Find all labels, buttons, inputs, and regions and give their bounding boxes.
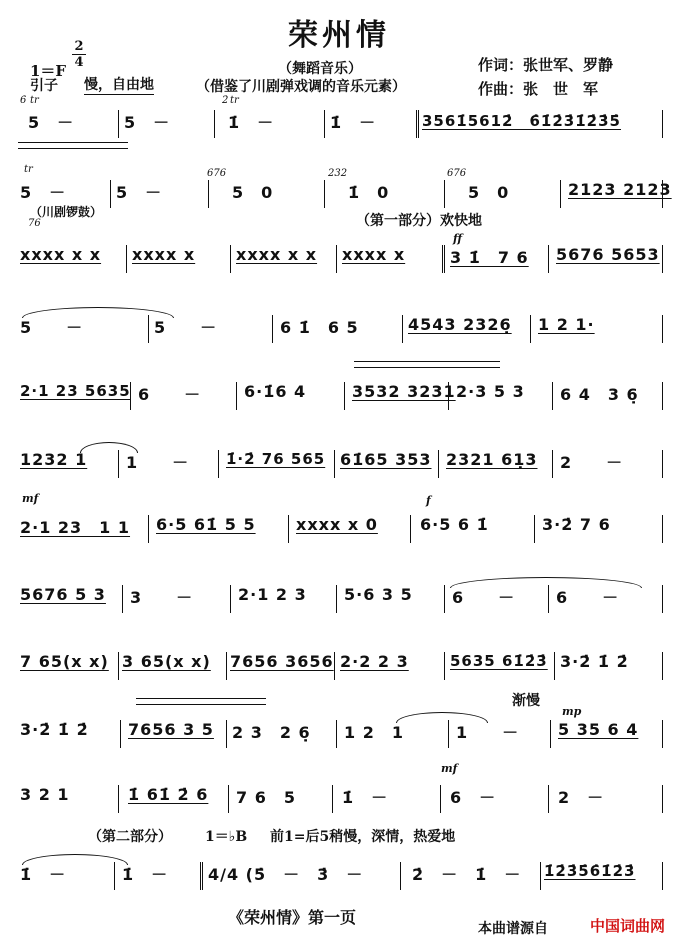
barline [336,585,337,613]
dynamic-ff: ff [453,232,463,245]
gongs-label: （川剧锣鼓） [30,205,103,219]
intro-note: （借鉴了川剧弹戏调的音乐元素） [196,79,406,95]
barline [662,382,663,410]
measure: 2·3 5 3 [456,382,525,401]
barline [444,585,445,613]
measure: 6 4 3 6̣ [560,385,639,404]
intro-label: 引子 [30,78,58,94]
barline [226,720,227,748]
barline [442,245,447,273]
grace-note-2: 2̇ [222,95,229,106]
barline [662,515,663,543]
barline [554,652,555,680]
grace-note-3: 676 [207,168,227,179]
measure: 2 － [558,788,605,807]
barline [228,785,229,813]
measure: xxxx x x [236,245,318,264]
key-signature: 1＝F [30,62,67,80]
barline [662,245,663,273]
barline [440,785,441,813]
measure: 1 2 1 [344,723,404,742]
source-note: 本曲谱源自 [478,921,548,937]
dynamic-mp: mp [562,705,582,718]
barline [236,382,237,410]
barline [110,180,111,208]
hairpin [18,142,128,149]
dynamic-mf: mf [22,492,39,505]
measure: 1̇ － [20,865,67,884]
measure: 1̇ 0 [348,183,390,202]
barline [336,720,337,748]
measure: 6 － [452,588,516,607]
barline [662,180,663,208]
meter-top: 2 [74,39,84,54]
part1-label: （第一部分）欢快地 [356,213,482,229]
measure: 2·2 2 3 [340,652,409,671]
trill-mark-1: tr [30,95,39,106]
composer-credit: 作曲：张 世 军 [478,80,599,98]
measure: 2123 2123 [568,180,672,199]
measure: 3·2̇ 1̇ 2̇ [20,720,89,739]
barline [400,862,401,890]
measure: 1̇ － [228,113,275,132]
barline [448,720,449,748]
barline [662,450,663,478]
measure: 2̇ － 1̇ － [412,865,522,884]
barline [552,382,553,410]
barline [550,720,551,748]
part2-key: 1＝♭B [205,829,248,845]
rit-label: 渐慢 [512,693,540,709]
measure: 6·1̇6 4 [244,382,307,401]
score-row-6 [18,450,666,484]
barline [118,652,119,680]
barline [560,180,561,208]
score-row-12 [18,862,666,896]
score-row-1 [18,110,666,144]
measure: 3·2̇ 1̇ 2̇ [560,652,629,671]
measure: 1̇2̇3̇5̇6̇1̇2̇3̇ [544,862,636,880]
grace-note-6: 76 [28,218,41,229]
barline [334,450,335,478]
measure: 5 － [28,113,75,132]
measure: 6 1̇ 6 5 [280,318,359,337]
measure: 7656 3 5 [128,720,214,739]
measure: 6·5 6 1̇ [420,515,489,534]
measure: 4/4 (5̇ － 3̇ － [208,865,364,884]
barline [416,110,421,138]
lyricist-credit: 作词：张世军、罗静 [478,56,614,74]
measure: 3561̇5612̇ 6̇1̇2̇3̇1̇2̇3̇5̇ [422,112,621,130]
trill-mark-3: tr [24,164,33,175]
measure: 5 － [154,318,218,337]
measure: 1 － [126,453,190,472]
score-row-7 [18,515,666,549]
measure: 61̇65 353 [340,450,432,469]
measure: 3·2̇ 7 6 [542,515,611,534]
part2-label: （第二部分） [88,829,172,845]
barline [662,315,663,343]
barline [444,652,445,680]
barline [130,382,131,410]
barline [126,245,127,273]
measure: 5 0 [232,183,274,202]
measure: 5635 61̇2̇3̇ [450,652,548,670]
barline [548,585,549,613]
measure: 5 － [20,318,84,337]
measure: 3 1̇ 7 6 [450,248,529,267]
score-row-4 [18,315,666,349]
measure: xxxx x x [20,245,102,264]
measure: 7656 3656 [230,652,334,671]
barline [120,720,121,748]
measure: 2·1 23 1 1 [20,518,131,537]
measure: 5 － [20,183,67,202]
measure: 3 － [130,588,194,607]
measure: 7 6 5 [236,788,296,807]
score-row-3 [18,245,666,279]
score-row-2 [18,180,672,214]
barline [662,862,663,890]
barline [438,450,439,478]
page-footer: 《荣州情》第一页 [228,908,357,927]
part2-tempo: 前1=后5稍慢，深情，热爱地 [270,829,456,845]
barline [444,180,445,208]
measure: 2·1 2 3 [238,585,307,604]
score-row-8 [18,585,666,619]
measure: 5 0 [468,183,510,202]
score-row-5 [18,382,666,416]
barline [334,652,335,680]
barline [662,585,663,613]
trill-mark-2: tr [230,95,239,106]
measure: 1232 1 [20,450,88,469]
grace-note-4: 232 [328,168,348,179]
barline [114,862,115,890]
time-signature [72,40,86,69]
score-row-9 [18,652,666,686]
measure: 1̇ － [342,788,389,807]
barline [226,652,227,680]
measure: 5676 5653 [556,245,660,264]
measure: 6 － [138,385,202,404]
barline [662,652,663,680]
measure: 5·6 3 5 [344,585,413,604]
source-site-link[interactable]: 中国词曲网 [590,917,666,935]
barline [148,515,149,543]
measure: 5676 5 3 [20,585,106,604]
barline [662,720,663,748]
barline [208,180,209,208]
barline [118,450,119,478]
measure: 3532 3231 [352,382,456,401]
barline [324,180,325,208]
meter-bottom: 4 [74,55,84,70]
measure: 1̇ 61̇ 2̇ 6 [128,785,209,804]
intro-tempo: 慢，自由地 [84,74,154,95]
measure: 5 － [116,183,163,202]
measure: 2 － [560,453,624,472]
measure: xxxx x [132,245,196,264]
measure: 3 2 1 [20,785,70,804]
dynamic-mf-2: mf [441,762,458,775]
measure: 6·5 61̇ 5 5 [156,515,256,534]
measure: 2·1 23 5635 [20,382,131,400]
measure: xxxx x [342,245,406,264]
barline [530,315,531,343]
measure: 1 － [456,723,520,742]
measure: 5 35 6 4 [558,720,639,739]
measure: 4543 2326̣ [408,315,512,334]
barline [118,785,119,813]
barline [336,245,337,273]
barline [662,785,663,813]
barline [332,785,333,813]
barline [534,515,535,543]
measure: 6 － [450,788,497,807]
measure: 1̇ － [330,113,377,132]
barline [118,110,119,138]
barline [148,315,149,343]
hairpin [354,361,500,368]
barline [552,450,553,478]
barline [324,110,325,138]
barline [548,245,549,273]
barline [402,315,403,343]
score-row-11 [18,785,666,819]
score-row-10 [18,720,666,754]
barline [122,585,123,613]
barline [288,515,289,543]
measure: 1̇ － [122,865,169,884]
measure: xxxx x 0 [296,515,378,534]
barline [230,585,231,613]
measure: 7 65(x x) [20,652,109,671]
measure: 1 2 1· [538,315,595,334]
barline [344,382,345,410]
grace-note-1: 6̇ [20,95,27,106]
barline [272,315,273,343]
barline [662,110,663,138]
subtitle: （舞蹈音乐） [278,61,362,77]
measure: 6 － [556,588,620,607]
dynamic-f: f [426,494,431,507]
barline [218,450,219,478]
measure: 5 － [124,113,171,132]
barline [200,862,205,890]
grace-note-5: 676 [447,168,467,179]
barline [448,382,449,410]
measure: 2321 61̣3 [446,450,538,469]
barline [548,785,549,813]
barline [540,862,541,890]
hairpin [136,698,266,705]
barline [410,515,411,543]
measure: 1̇·2̇ 76 565 [226,450,326,468]
barline [230,245,231,273]
page-title: 荣州情 [288,18,390,53]
barline [214,110,215,138]
measure: 2 3 2 6̣ [232,723,311,742]
measure: 3 65(x x) [122,652,211,671]
